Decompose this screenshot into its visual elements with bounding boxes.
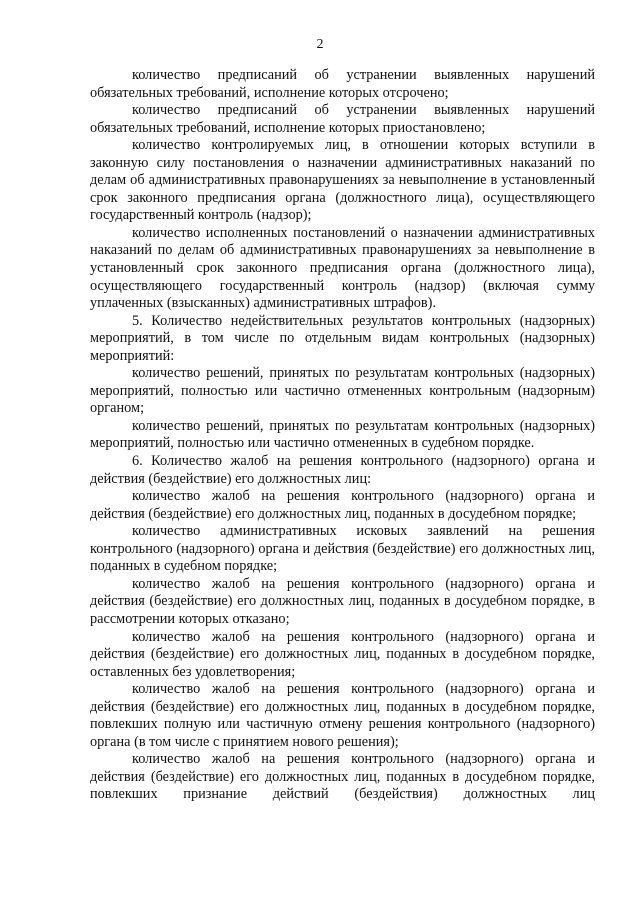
section-6-paragraph: 6. Количество жалоб на решения контрольного (надзорного) органа и действия (бездействие) его должностных лиц: (90, 453, 595, 487)
paragraph: количество решений, принятых по результатам контрольных (надзорных) мероприятий, полностью или частично отмененных контрольным (надзорным) органом; (90, 365, 595, 417)
paragraph: количество жалоб на решения контрольного (надзорного) органа и действия (бездействие) его должностных лиц, поданных в досудебном порядке, повлекших полную или частичную отмену решения контрольного (надзорного) органа (в том числе с принятием нового решения); (90, 681, 595, 750)
paragraph: количество предписаний об устранении выявленных нарушений обязательных требований, исполнение которых отсрочено; (90, 67, 595, 101)
paragraph: количество жалоб на решения контрольного (надзорного) органа и действия (бездействие) его должностных лиц, поданных в досудебном порядке; (90, 488, 595, 522)
paragraph: количество жалоб на решения контрольного (надзорного) органа и действия (бездействие) его должностных лиц, поданных в досудебном порядке, оставленных без удовлетворения; (90, 628, 595, 680)
page-number: 2 (316, 37, 324, 52)
paragraph: количество предписаний об устранении выявленных нарушений обязательных требований, исполнение которых приостановлено; (90, 102, 595, 136)
paragraph: количество жалоб на решения контрольного (надзорного) органа и действия (бездействие) его должностных лиц, поданных в досудебном порядке, в рассмотрении которых отказано; (90, 575, 595, 627)
paragraph: количество исполненных постановлений о назначении административных наказаний по делам об административных правонарушениях за невыполнение в установленный срок законного предписания органа (должностного лица), осуществляющего государственный контроль (надзор) (включая сумму уплаченных (взысканных) административных штрафов). (90, 224, 595, 312)
document-body (90, 67, 595, 804)
section-5-paragraph: 5. Количество недействительных результатов контрольных (надзорных) мероприятий, в том числе по отдельным видам контрольных (надзорных) мероприятий: (90, 312, 595, 364)
paragraph: количество решений, принятых по результатам контрольных (надзорных) мероприятий, полностью или частично отмененных в судебном порядке. (90, 417, 595, 452)
paragraph: количество административных исковых заявлений на решения контрольного (надзорного) органа и действия (бездействие) его должностных лиц, поданных в судебном порядке; (90, 523, 595, 575)
paragraph: количество контролируемых лиц, в отношении которых вступили в законную силу постановления о назначении административных наказаний по делам об административных правонарушениях за невыполнение в установленный срок законного предписания органа (должностного лица), осуществляющего государственный контроль (надзор); (90, 137, 595, 224)
paragraph: количество жалоб на решения контрольного (надзорного) органа и действия (бездействие) его должностных лиц, поданных в досудебном порядке, повлекших признание действий (бездействия) должностных лиц (90, 751, 595, 803)
